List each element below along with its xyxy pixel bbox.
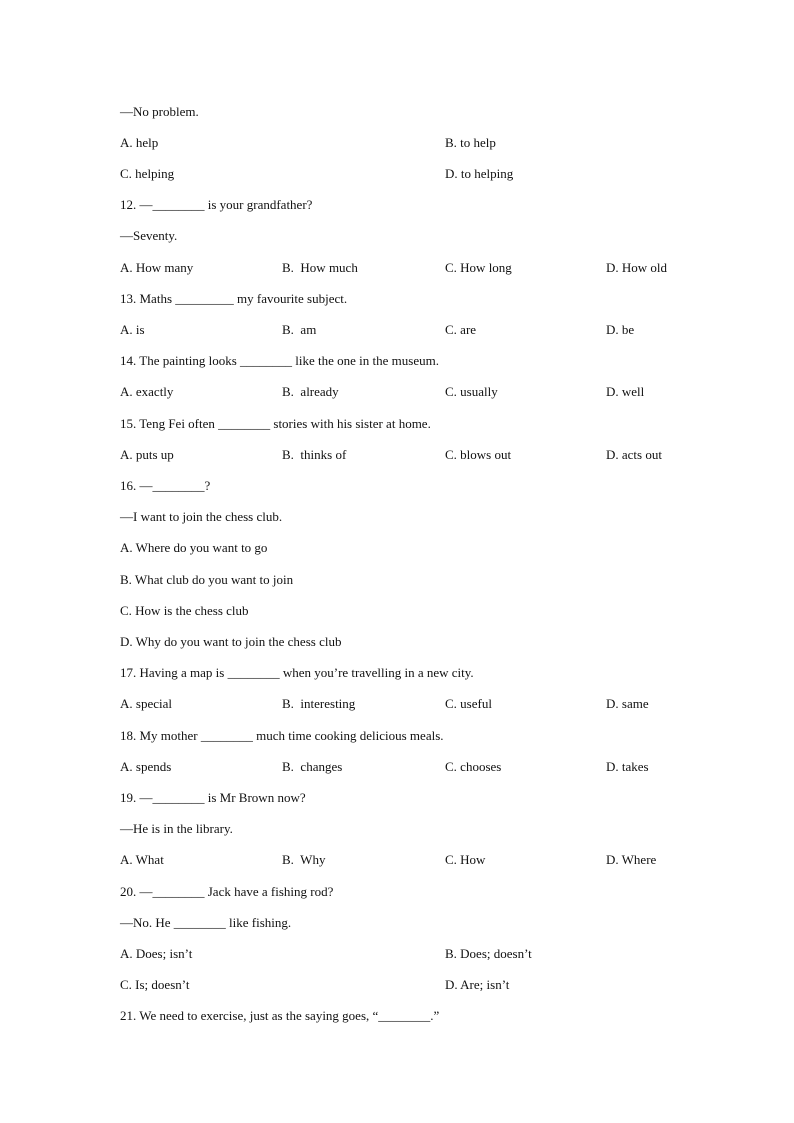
option-b: B. changes xyxy=(282,759,343,774)
option-b: B. What club do you want to join xyxy=(120,572,294,587)
option-a: A. spends xyxy=(120,759,172,774)
option-a: A. Does; isn’t xyxy=(120,946,193,961)
option-a: A. is xyxy=(120,322,145,337)
answer-line: —I want to join the chess club. xyxy=(120,509,283,524)
option-d: D. well xyxy=(606,384,645,399)
question-16: 16. —________? xyxy=(120,478,211,493)
answer-line: —No. He ________ like fishing. xyxy=(120,915,292,930)
answer-line: —He is in the library. xyxy=(120,821,233,836)
question-20: 20. —________ Jack have a fishing rod? xyxy=(120,884,334,899)
option-a: A. exactly xyxy=(120,384,174,399)
option-a: A. help xyxy=(120,135,159,150)
option-b: B. am xyxy=(282,322,317,337)
option-c: C. chooses xyxy=(445,759,502,774)
option-c: C. blows out xyxy=(445,447,512,462)
option-d: D. be xyxy=(606,322,635,337)
option-c: C. How is the chess club xyxy=(120,603,249,618)
option-c: C. How long xyxy=(445,260,512,275)
question-12: 12. —________ is your grandfather? xyxy=(120,197,313,212)
question-18: 18. My mother ________ much time cooking delicious meals. xyxy=(120,728,444,743)
option-a: A. puts up xyxy=(120,447,174,462)
option-a: A. special xyxy=(120,696,172,711)
option-b: B. Does; doesn’t xyxy=(445,946,532,961)
option-d: D. to helping xyxy=(445,166,514,181)
answer-line: —No problem. xyxy=(120,104,199,119)
option-d: D. Are; isn’t xyxy=(445,977,510,992)
option-a: A. Where do you want to go xyxy=(120,540,268,555)
option-d: D. same xyxy=(606,696,649,711)
option-d: D. How old xyxy=(606,260,668,275)
question-14: 14. The painting looks ________ like the one in the museum. xyxy=(120,353,439,368)
option-b: B. already xyxy=(282,384,339,399)
option-b: B. to help xyxy=(445,135,496,150)
option-c: C. How xyxy=(445,852,486,867)
option-d: D. Why do you want to join the chess club xyxy=(120,634,342,649)
option-b: B. thinks of xyxy=(282,447,347,462)
option-d: D. takes xyxy=(606,759,649,774)
question-13: 13. Maths _________ my favourite subject. xyxy=(120,291,348,306)
question-19: 19. —________ is Mr Brown now? xyxy=(120,790,306,805)
option-b: B. How much xyxy=(282,260,358,275)
option-a: A. How many xyxy=(120,260,194,275)
question-17: 17. Having a map is ________ when you’re travelling in a new city. xyxy=(120,665,474,680)
answer-line: —Seventy. xyxy=(120,228,178,243)
option-c: C. helping xyxy=(120,166,175,181)
option-a: A. What xyxy=(120,852,164,867)
question-21: 21. We need to exercise, just as the saying goes, “________.” xyxy=(120,1008,440,1023)
option-d: D. acts out xyxy=(606,447,662,462)
option-c: C. Is; doesn’t xyxy=(120,977,190,992)
option-c: C. are xyxy=(445,322,477,337)
option-b: B. interesting xyxy=(282,696,356,711)
question-15: 15. Teng Fei often ________ stories with his sister at home. xyxy=(120,416,431,431)
option-b: B. Why xyxy=(282,852,326,867)
option-c: C. usually xyxy=(445,384,498,399)
option-c: C. useful xyxy=(445,696,492,711)
option-d: D. Where xyxy=(606,852,657,867)
